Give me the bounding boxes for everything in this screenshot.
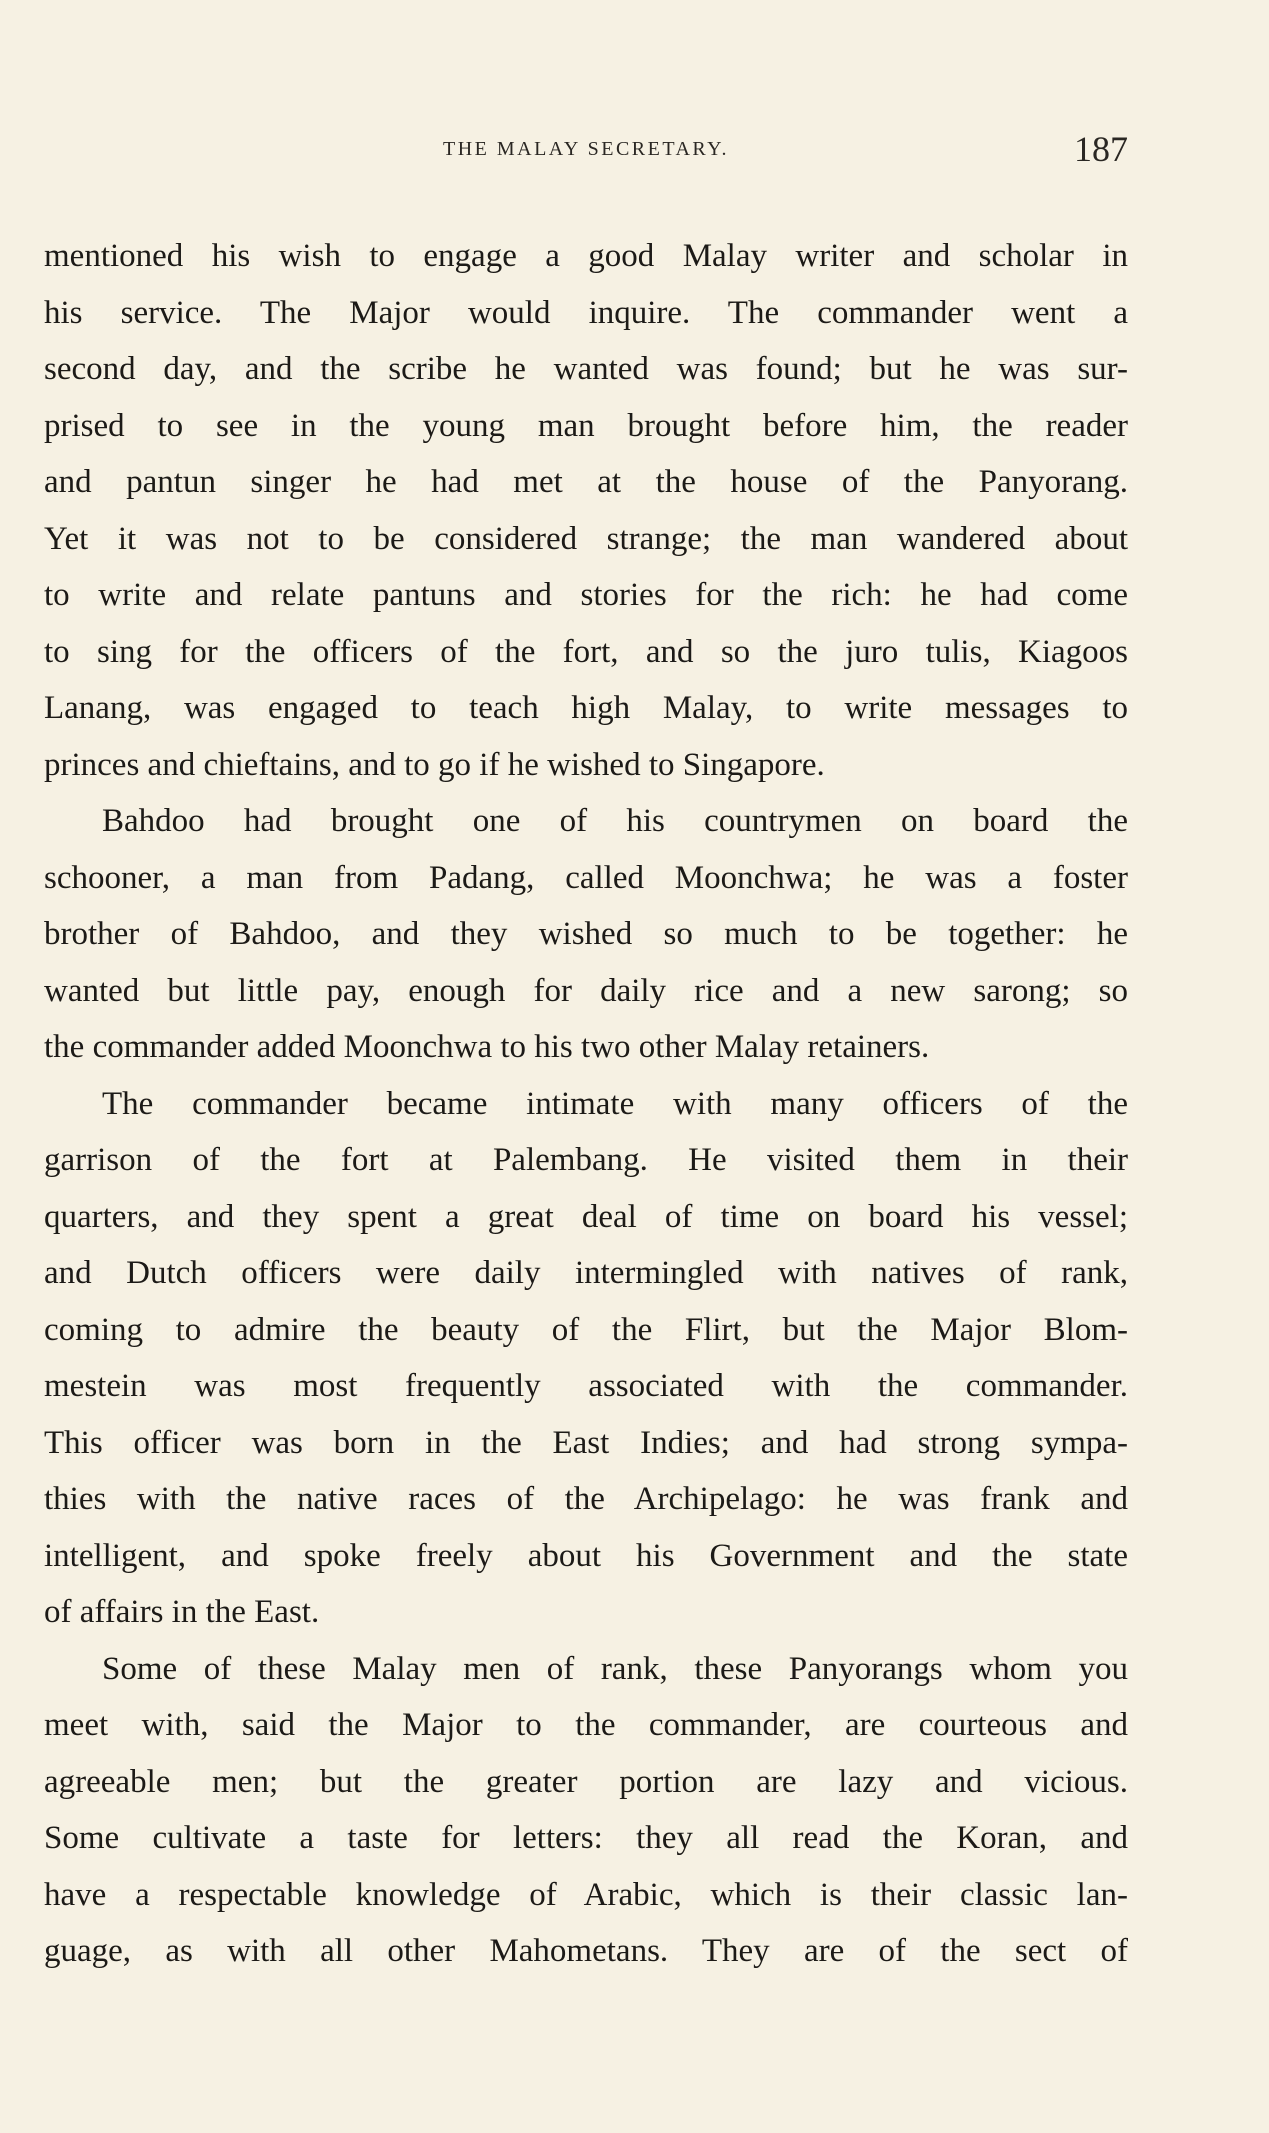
text-line: Lanang, was engaged to teach high Malay, to write messages to — [44, 690, 1128, 726]
text-line: to sing for the officers of the fort, and so the juro tulis, Kiagoos — [44, 633, 1128, 670]
text-line: Some cultivate a taste for letters: they all read the Koran, and — [44, 1820, 1128, 1856]
text-line: schooner, a man from Padang, called Moonchwa; he was a foster — [44, 859, 1128, 896]
text-line: mentioned his wish to engage a good Malay writer and scholar in — [44, 238, 1128, 274]
text-line: guage, as with all other Mahometans. They are of the sect of — [44, 1933, 1128, 1969]
paragraph — [44, 793, 1128, 1076]
paragraph — [44, 1076, 1128, 1641]
text-line: and pantun singer he had met at the house of the Panyorang. — [44, 464, 1128, 500]
text-line: garrison of the fort at Palembang. He visited them in their — [44, 1142, 1128, 1178]
text-line: meet with, said the Major to the commander, are courteous and — [44, 1707, 1128, 1743]
text-line: to write and relate pantuns and stories for the rich: he had come — [44, 577, 1128, 613]
text-line: intelligent, and spoke freely about his Government and the state — [44, 1537, 1128, 1574]
paragraph — [44, 228, 1128, 793]
running-title: THE MALAY SECRETARY. — [442, 138, 730, 160]
text-line: the commander added Moonchwa to his two other Malay retainers. — [44, 1029, 930, 1065]
text-line: brother of Bahdoo, and they wished so much to be together: he — [44, 916, 1128, 952]
text-line: Bahdoo had brought one of his countrymen on board the — [102, 803, 1128, 839]
body-text — [44, 228, 1128, 1980]
page-number: 187 — [1074, 129, 1128, 169]
paragraph — [44, 1641, 1128, 1980]
text-line: prised to see in the young man brought before him, the reader — [44, 407, 1128, 444]
text-line: quarters, and they spent a great deal of time on board his vessel; — [44, 1198, 1128, 1235]
text-line: Yet it was not to be considered strange; the man wandered about — [44, 520, 1128, 557]
text-line: have a respectable knowledge of Arabic, which is their classic lan- — [44, 1876, 1128, 1913]
text-line: his service. The Major would inquire. The commander went a — [44, 294, 1128, 331]
text-line: princes and chieftains, and to go if he wished to Singapore. — [44, 746, 825, 783]
text-line: of affairs in the East. — [44, 1594, 320, 1630]
text-line: and Dutch officers were daily intermingled with natives of rank, — [44, 1255, 1128, 1291]
text-line: The commander became intimate with many officers of the — [102, 1085, 1128, 1122]
text-line: This officer was born in the East Indies; and had strong sympa- — [44, 1424, 1128, 1461]
text-line: thies with the native races of the Archipelago: he was frank and — [44, 1481, 1128, 1517]
text-line: second day, and the scribe he wanted was found; but he was sur- — [44, 351, 1128, 387]
text-line: Some of these Malay men of rank, these Panyorangs whom you — [102, 1650, 1128, 1687]
text-line: mestein was most frequently associated with the commander. — [44, 1368, 1128, 1404]
text-line: agreeable men; but the greater portion are lazy and vicious. — [44, 1763, 1128, 1800]
text-line: coming to admire the beauty of the Flirt, but the Major Blom- — [44, 1311, 1128, 1348]
running-head — [44, 129, 1128, 174]
text-line: wanted but little pay, enough for daily rice and a new sarong; so — [44, 972, 1128, 1009]
